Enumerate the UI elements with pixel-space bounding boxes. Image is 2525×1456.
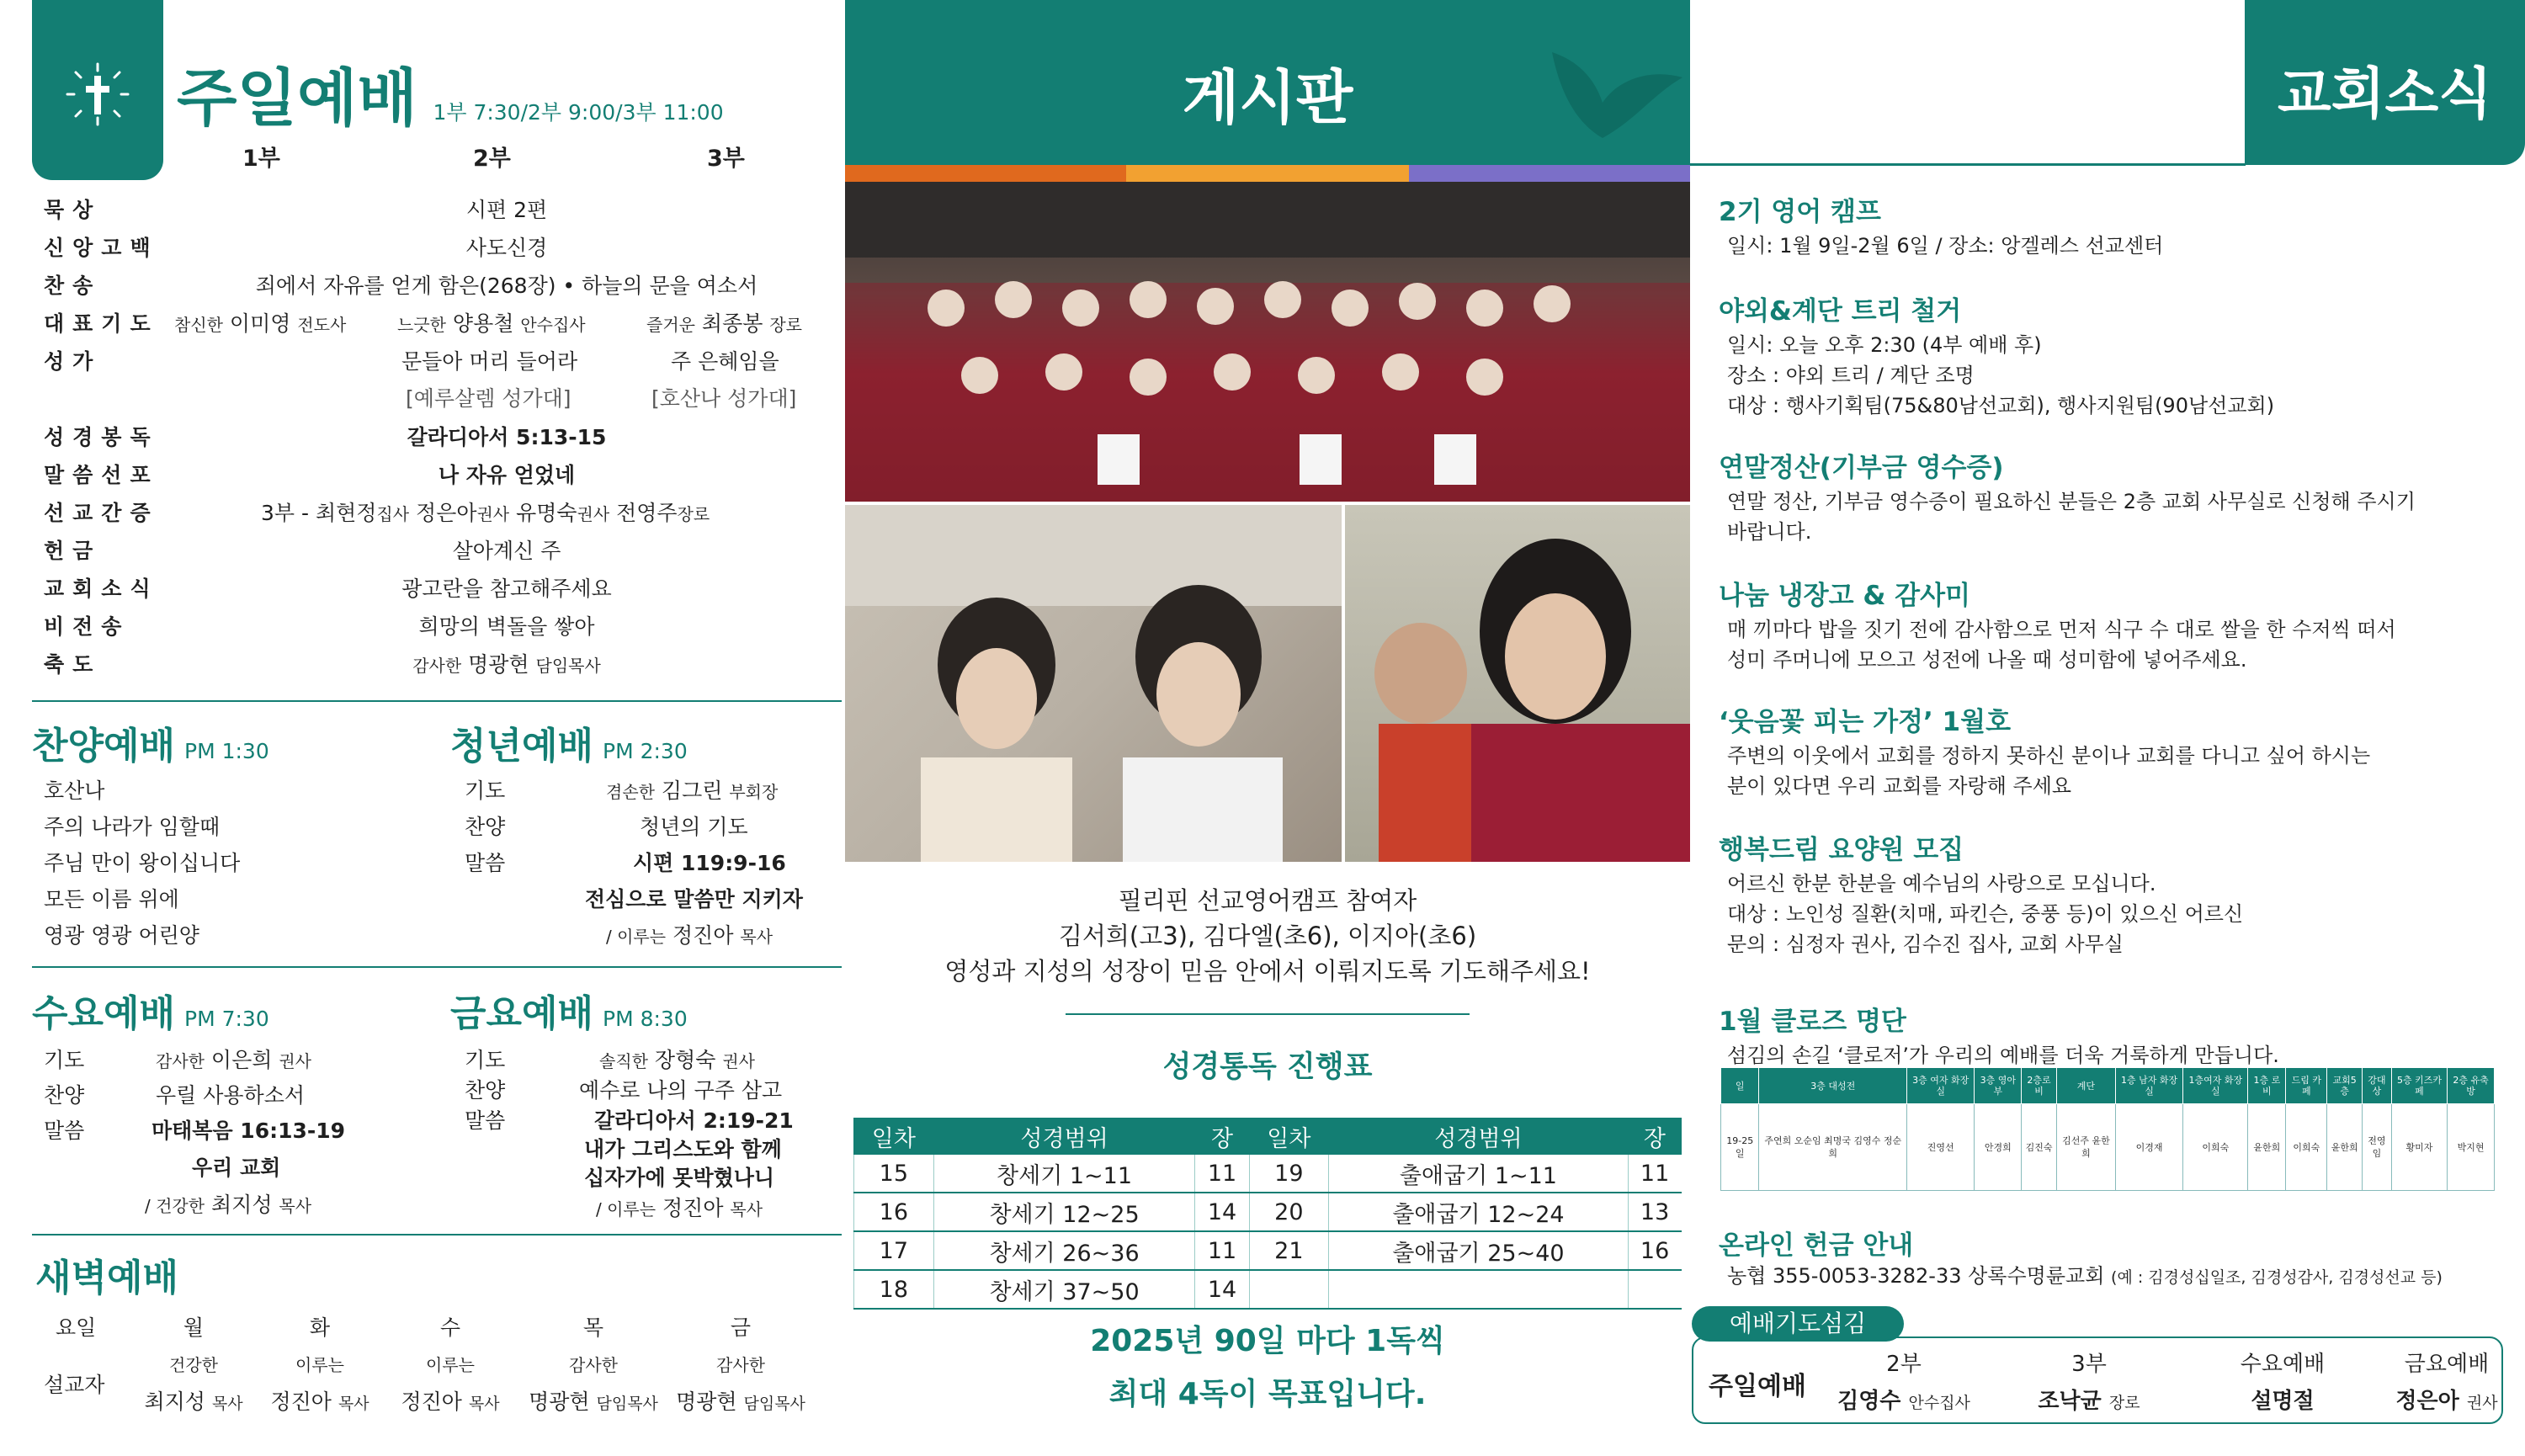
col-header-3: 3부 — [707, 146, 745, 172]
fri-preacher: / 이루는 정진아 목사 — [596, 1196, 763, 1220]
dawn-speaker-name: 정진아 — [270, 1390, 332, 1414]
reading-cell: 17 — [854, 1231, 934, 1270]
reading-cell: 출애굽기 1~11 — [1329, 1155, 1629, 1193]
left-panel — [0, 0, 845, 1456]
dawn-day: 수 — [439, 1315, 461, 1340]
order-row-benediction — [44, 648, 843, 685]
closer-cell: 이경재 — [2115, 1104, 2182, 1191]
order-value: 살아계신 주 — [452, 539, 561, 563]
dawn-speaker-pre: 감사한 — [569, 1355, 618, 1375]
closer-cell: 김진숙 — [2022, 1104, 2057, 1191]
notice-line: 섬김의 손길 ‘클로저’가 우리의 예배를 더욱 거룩하게 만듭니다. — [1727, 1044, 2279, 1067]
reading-cell — [1628, 1270, 1681, 1309]
youth-title: 청년예배 PM 2:30 — [450, 725, 688, 767]
notice-title: 야외&계단 트리 철거 — [1719, 296, 1962, 327]
dawn-speaker-title: 목사 — [468, 1395, 500, 1413]
notice-line: 주변의 이웃에서 교회를 정하지 못하신 분이나 교회를 다니고 싶어 하시는 — [1727, 744, 2371, 768]
section-divider — [32, 1234, 842, 1235]
notice-title: 연말정산(기부금 영수증) — [1719, 453, 2004, 483]
fri-scripture: 갈라디아서 2:19-21 — [594, 1108, 794, 1133]
order-row — [44, 459, 843, 496]
closer-header: 3층 대성전 — [1759, 1068, 1907, 1104]
order-label: 교회소식 — [44, 577, 159, 601]
news-title: 교회소식 — [2277, 61, 2493, 126]
prayer-row-label: 주일예배 — [1709, 1372, 1806, 1401]
reading-title: 성경통독 진행표 — [1162, 1050, 1373, 1084]
order-row-testimony — [44, 497, 843, 534]
photo-caption-3: 영성과 지성의 성장이 믿음 안에서 이뤄지도록 기도해주세요! — [944, 957, 1591, 986]
reading-cell: 14 — [1195, 1193, 1249, 1231]
dawn-speaker-label: 설교자 — [44, 1373, 105, 1397]
reading-header: 장 — [1628, 1119, 1681, 1155]
order-label: 비전송 — [44, 614, 130, 639]
closer-header: 1층여자 화장실 — [2183, 1068, 2248, 1104]
testimony-value: 3부 - 최현정집사 정은아권사 유명숙권사 전영주장로 — [261, 501, 710, 525]
photo-caption-2: 김서희(고3), 김다엘(초6), 이지아(초6) — [1058, 922, 1477, 950]
reading-header: 장 — [1195, 1119, 1249, 1155]
offering-note: (예 : 김경성십일조, 김경성감사, 김경성선교 등) — [2111, 1268, 2443, 1287]
reading-header: 성경범위 — [933, 1119, 1195, 1155]
prayer-col-head: 2부 — [1886, 1352, 1922, 1377]
bulletin-header — [845, 0, 1690, 165]
section-divider — [32, 700, 842, 702]
closer-table — [1720, 1067, 2495, 1191]
fri-label: 말씀 — [465, 1108, 506, 1133]
dawn-speaker — [244, 1385, 396, 1416]
order-label: 묵상 — [44, 198, 102, 222]
dawn-speaker-title: 담임목사 — [743, 1395, 805, 1413]
photo-girl-with-baby — [1345, 505, 1690, 862]
wed-preacher: / 건강한 최지성 목사 — [145, 1193, 312, 1217]
cross-badge — [32, 0, 163, 180]
closer-cell: 19-25일 — [1721, 1104, 1759, 1191]
notice-title: 나눔 냉장고 & 감사미 — [1719, 581, 1970, 611]
dawn-title: 새벽예배 — [35, 1257, 179, 1299]
reading-goal-2: 최대 4독이 목표입니다. — [1108, 1377, 1427, 1411]
cross-icon — [64, 61, 131, 128]
section-divider — [32, 966, 842, 968]
offering-account: 농협 355-0053-3282-33 상록수명륜교회 — [1727, 1264, 2105, 1288]
closer-cell: 황미자 — [2391, 1104, 2447, 1191]
closer-cell: 진영선 — [1907, 1104, 1975, 1191]
closer-header: 드림 카페 — [2286, 1068, 2327, 1104]
notice-line: 매 끼마다 밥을 짓기 전에 감사함으로 먼저 식구 수 대로 쌀을 한 수저씩 떠서 — [1727, 618, 2396, 641]
order-value: 갈라디아서 5:13-15 — [407, 425, 607, 449]
dawn-speaker — [375, 1385, 526, 1416]
prayer-col-person — [1803, 1384, 2005, 1415]
fri-prayer: 솔직한 장형숙 권사 — [599, 1048, 755, 1072]
prayer-col-name: 정은아 — [2395, 1389, 2459, 1414]
order-label: 대표기도 — [44, 311, 159, 336]
sunday-times: 1부 7:30/2부 9:00/3부 11:00 — [433, 100, 724, 125]
reading-cell: 16 — [854, 1193, 934, 1231]
wed-sermon: 우리 교회 — [192, 1156, 281, 1180]
reading-cell — [1249, 1270, 1329, 1309]
dawn-speaker-title: 담임목사 — [596, 1395, 658, 1413]
youth-sermon: 전심으로 말씀만 지키자 — [585, 887, 803, 911]
reading-cell: 출애굽기 25~40 — [1329, 1231, 1629, 1270]
dove-icon — [1544, 44, 1687, 145]
dawn-speaker — [518, 1385, 669, 1416]
reading-cell: 11 — [1628, 1155, 1681, 1193]
reading-cell: 창세기 26~36 — [933, 1231, 1195, 1270]
closer-cell: 김선주 윤한희 — [2056, 1104, 2115, 1191]
photo-students-figures — [845, 505, 1342, 862]
order-row — [44, 269, 843, 306]
closer-header: 계단 — [2056, 1068, 2115, 1104]
order-row-choir — [44, 345, 843, 421]
notice-line: 일시: 오늘 오후 2:30 (4부 예배 후) — [1727, 333, 2042, 357]
youth-label: 찬양 — [465, 815, 506, 839]
notice-line: 바랍니다. — [1727, 520, 1812, 544]
caption-divider — [1066, 1013, 1470, 1015]
order-label: 성경봉독 — [44, 425, 159, 449]
reading-cell — [1329, 1270, 1629, 1309]
middle-panel — [845, 0, 1690, 1456]
col-header-2: 2부 — [473, 146, 511, 172]
closer-cell: 이희숙 — [2183, 1104, 2248, 1191]
order-value: 시편 2편 — [465, 198, 548, 222]
reading-cell: 출애굽기 12~24 — [1329, 1193, 1629, 1231]
group-photo — [845, 182, 1690, 502]
order-label: 선교간증 — [44, 501, 159, 525]
notice-title: 행복드림 요양원 모집 — [1719, 835, 1964, 865]
closer-header: 교회5층 — [2327, 1068, 2363, 1104]
order-label: 헌금 — [44, 539, 102, 563]
closer-header: 일 — [1721, 1068, 1759, 1104]
offering-info — [1727, 1261, 2443, 1293]
youth-hymn: 청년의 기도 — [640, 815, 748, 839]
closer-header: 1층 로비 — [2248, 1068, 2286, 1104]
dawn-speaker-pre: 이루는 — [295, 1355, 344, 1375]
prayer-service-box — [1692, 1336, 2503, 1424]
order-row — [44, 534, 843, 571]
order-row — [44, 194, 843, 231]
order-value: 희망의 벽돌을 쌓아 — [418, 614, 595, 639]
order-label: 성가 — [44, 349, 102, 374]
reading-row — [854, 1231, 1682, 1270]
praise-song: 모든 이름 위에 — [44, 887, 179, 911]
prayer-col-head: 금요예배 — [2404, 1352, 2490, 1377]
sunday-title — [177, 49, 724, 138]
choir-song-2: 문들아 머리 들어라 — [401, 349, 578, 374]
col-header-1: 1부 — [242, 146, 280, 172]
closer-cell: 안경희 — [1975, 1104, 2022, 1191]
dawn-speaker-title: 목사 — [338, 1395, 369, 1413]
reading-cell: 창세기 1~11 — [933, 1155, 1195, 1193]
praise-song: 주의 나라가 임할때 — [44, 815, 221, 839]
order-row — [44, 231, 843, 268]
reading-header: 성경범위 — [1329, 1119, 1629, 1155]
prayer-col-person — [2346, 1384, 2525, 1415]
choir-song-3: 주 은혜임을 — [671, 349, 779, 374]
group-photo-figures — [845, 182, 1690, 502]
dawn-speaker-name: 명광현 — [676, 1390, 737, 1414]
right-panel — [1690, 0, 2525, 1456]
reading-cell: 창세기 37~50 — [933, 1270, 1195, 1309]
dawn-day: 화 — [309, 1315, 331, 1340]
dawn-speaker-pre: 이루는 — [426, 1355, 475, 1375]
notice-line: 분이 있다면 우리 교회를 자랑해 주세요 — [1727, 774, 2072, 798]
reading-cell: 20 — [1249, 1193, 1329, 1231]
youth-label: 말씀 — [465, 851, 506, 875]
choir-name-3: [호산나 성가대] — [651, 386, 797, 411]
reading-cell: 18 — [854, 1270, 934, 1309]
prayer-col-name: 설명절 — [2251, 1389, 2315, 1414]
wed-label: 말씀 — [44, 1119, 85, 1143]
notice-title: 2기 영어 캠프 — [1719, 197, 1881, 227]
closer-cell: 윤한희 — [2327, 1104, 2363, 1191]
order-value: 죄에서 자유를 얻게 함은(268장) • 하늘의 문을 여소서 — [255, 274, 758, 298]
notice-line: 대상 : 행사기획팀(75&80남선교회), 행사지원팀(90남선교회) — [1727, 394, 2275, 417]
dawn-speaker-title: 목사 — [211, 1395, 243, 1413]
closer-header: 강대상 — [2363, 1068, 2392, 1104]
prayer-col-person — [1988, 1384, 2190, 1415]
reading-cell: 19 — [1249, 1155, 1329, 1193]
dawn-day-label: 요일 — [56, 1315, 97, 1340]
wed-hymn: 우릴 사용하소서 — [156, 1083, 305, 1108]
prayer-col-title: 안수집사 — [1908, 1394, 1970, 1412]
closer-header: 5층 키즈카페 — [2391, 1068, 2447, 1104]
prayer-service-tab: 예배기도섬김 — [1692, 1306, 1904, 1342]
order-row — [44, 421, 843, 458]
prayer-1: 참신한 이미영 전도사 — [174, 311, 347, 336]
reading-header: 일차 — [854, 1119, 934, 1155]
order-label: 축도 — [44, 652, 102, 677]
praise-song: 호산나 — [44, 778, 105, 803]
youth-label: 기도 — [465, 778, 506, 803]
closer-header: 3층 영아부 — [1975, 1068, 2022, 1104]
closer-header: 3층 여자 화장실 — [1907, 1068, 1975, 1104]
dawn-speaker-name: 명광현 — [529, 1390, 590, 1414]
notice-line: 일시: 1월 9일-2월 6일 / 장소: 앙겔레스 선교센터 — [1727, 234, 2164, 258]
reading-cell: 16 — [1628, 1231, 1681, 1270]
notice-title: ‘웃음꽃 피는 가정’ 1월호 — [1719, 707, 2012, 737]
reading-cell: 21 — [1249, 1231, 1329, 1270]
youth-scripture: 시편 119:9-16 — [633, 851, 786, 875]
reading-header: 일차 — [1249, 1119, 1329, 1155]
closer-cell: 주연희 오순임 최명국 김영수 정순희 — [1759, 1104, 1907, 1191]
closer-header: 2층로비 — [2022, 1068, 2057, 1104]
color-bar-orange — [845, 165, 1126, 182]
notice-title: 1월 클로즈 명단 — [1719, 1007, 1906, 1037]
closer-cell: 윤한희 — [2248, 1104, 2286, 1191]
prayer-col-title: 권사 — [2466, 1394, 2498, 1412]
color-bar-purple — [1409, 165, 1690, 182]
notice-line: 연말 정산, 기부금 영수증이 필요하신 분들은 2층 교회 사무실로 신청해 주시기 — [1727, 490, 2416, 513]
prayer-col-name: 조낙균 — [2038, 1389, 2102, 1414]
wed-prayer: 감사한 이은희 권사 — [156, 1048, 311, 1072]
closer-cell: 이희숙 — [2286, 1104, 2327, 1191]
reading-cell: 11 — [1195, 1231, 1249, 1270]
notice-line: 장소 : 야외 트리 / 계단 조명 — [1727, 364, 1975, 387]
prayer-2: 느긋한 양용철 안수집사 — [397, 311, 586, 336]
reading-cell: 14 — [1195, 1270, 1249, 1309]
order-value: 나 자유 얻었네 — [438, 463, 576, 487]
dawn-speaker — [665, 1385, 816, 1416]
order-row — [44, 610, 843, 647]
order-label: 찬송 — [44, 274, 102, 298]
order-label: 신앙고백 — [44, 236, 159, 260]
reading-row — [854, 1155, 1682, 1193]
dawn-speaker-name: 정진아 — [401, 1390, 462, 1414]
benediction-value: 감사한 명광현 담임목사 — [412, 652, 601, 677]
notice-line: 성미 주머니에 모으고 성전에 나올 때 성미함에 넣어주세요. — [1727, 648, 2247, 672]
photo-students — [845, 505, 1342, 862]
dawn-speaker-pre: 감사한 — [716, 1355, 765, 1375]
bulletin-title: 게시판 — [1182, 65, 1353, 130]
dawn-day: 월 — [183, 1315, 205, 1340]
praise-title: 찬양예배 PM 1:30 — [32, 725, 269, 767]
prayer-col-head: 수요예배 — [2240, 1352, 2326, 1377]
notice-line: 대상 : 노인성 질환(치매, 파킨슨, 중풍 등)이 있으신 어르신 — [1727, 902, 2244, 926]
wed-scripture: 마태복음 16:13-19 — [152, 1119, 346, 1143]
sunday-title-text: 주일예배 — [177, 65, 417, 134]
reading-cell: 15 — [854, 1155, 934, 1193]
closer-header: 2층 유축방 — [2448, 1068, 2495, 1104]
prayer-col-name: 김영수 — [1837, 1389, 1901, 1414]
prayer-col-head: 3부 — [2071, 1352, 2107, 1377]
youth-prayer: 겸손한 김그린 부회장 — [606, 778, 779, 803]
praise-song: 주님 만이 왕이십니다 — [44, 851, 241, 875]
color-bar-yellow — [1126, 165, 1409, 182]
reading-goal-1: 2025년 90일 마다 1독씩 — [1090, 1324, 1445, 1358]
choir-name-2: [예루살렘 성가대] — [406, 386, 571, 411]
fri-hymn: 예수로 나의 구주 삼고 — [579, 1078, 783, 1103]
wednesday-title: 수요예배 PM 7:30 — [32, 993, 269, 1034]
order-label: 말씀선포 — [44, 463, 159, 487]
wed-label: 기도 — [44, 1048, 85, 1072]
prayer-col-title: 장로 — [2108, 1394, 2140, 1412]
youth-preacher: / 이루는 정진아 목사 — [606, 923, 773, 948]
wed-label: 찬양 — [44, 1083, 85, 1108]
closer-cell: 전영임 — [2363, 1104, 2392, 1191]
praise-song: 영광 영광 어린양 — [44, 923, 199, 948]
reading-cell: 11 — [1195, 1155, 1249, 1193]
fri-label: 기도 — [465, 1048, 506, 1072]
fri-sermon-2: 십자가에 못박혔나니 — [584, 1166, 775, 1190]
order-value: 광고란을 참고해주세요 — [401, 577, 612, 601]
notice-line: 어르신 한분 한분을 예수님의 사랑으로 모십니다. — [1727, 872, 2156, 895]
dawn-speaker-pre: 건강한 — [169, 1355, 218, 1375]
order-value: 사도신경 — [465, 236, 548, 260]
closer-cell: 박지현 — [2448, 1104, 2495, 1191]
fri-label: 찬양 — [465, 1078, 506, 1103]
news-header — [2245, 0, 2525, 165]
dawn-day: 금 — [730, 1315, 752, 1340]
closer-header: 1층 남자 화장실 — [2115, 1068, 2182, 1104]
reading-row — [854, 1270, 1682, 1309]
reading-table — [853, 1118, 1682, 1310]
reading-cell: 13 — [1628, 1193, 1681, 1231]
order-row-prayer — [44, 307, 843, 344]
friday-title: 금요예배 PM 8:30 — [450, 993, 688, 1034]
header-line — [1690, 163, 2246, 166]
photo-caption-1: 필리핀 선교영어캠프 참여자 — [1118, 886, 1417, 915]
photo-girl-figures — [1345, 505, 1690, 862]
order-row — [44, 572, 843, 609]
prayer-3: 즐거운 최종봉 장로 — [646, 311, 802, 336]
dawn-day: 목 — [582, 1315, 604, 1340]
dawn-speaker-name: 최지성 — [144, 1390, 205, 1414]
reading-row — [854, 1193, 1682, 1231]
reading-cell: 창세기 12~25 — [933, 1193, 1195, 1231]
notice-line: 문의 : 심정자 권사, 김수진 집사, 교회 사무실 — [1727, 933, 2124, 956]
offering-title: 온라인 헌금 안내 — [1719, 1230, 1914, 1261]
fri-sermon-1: 내가 그리스도와 함께 — [584, 1137, 782, 1161]
